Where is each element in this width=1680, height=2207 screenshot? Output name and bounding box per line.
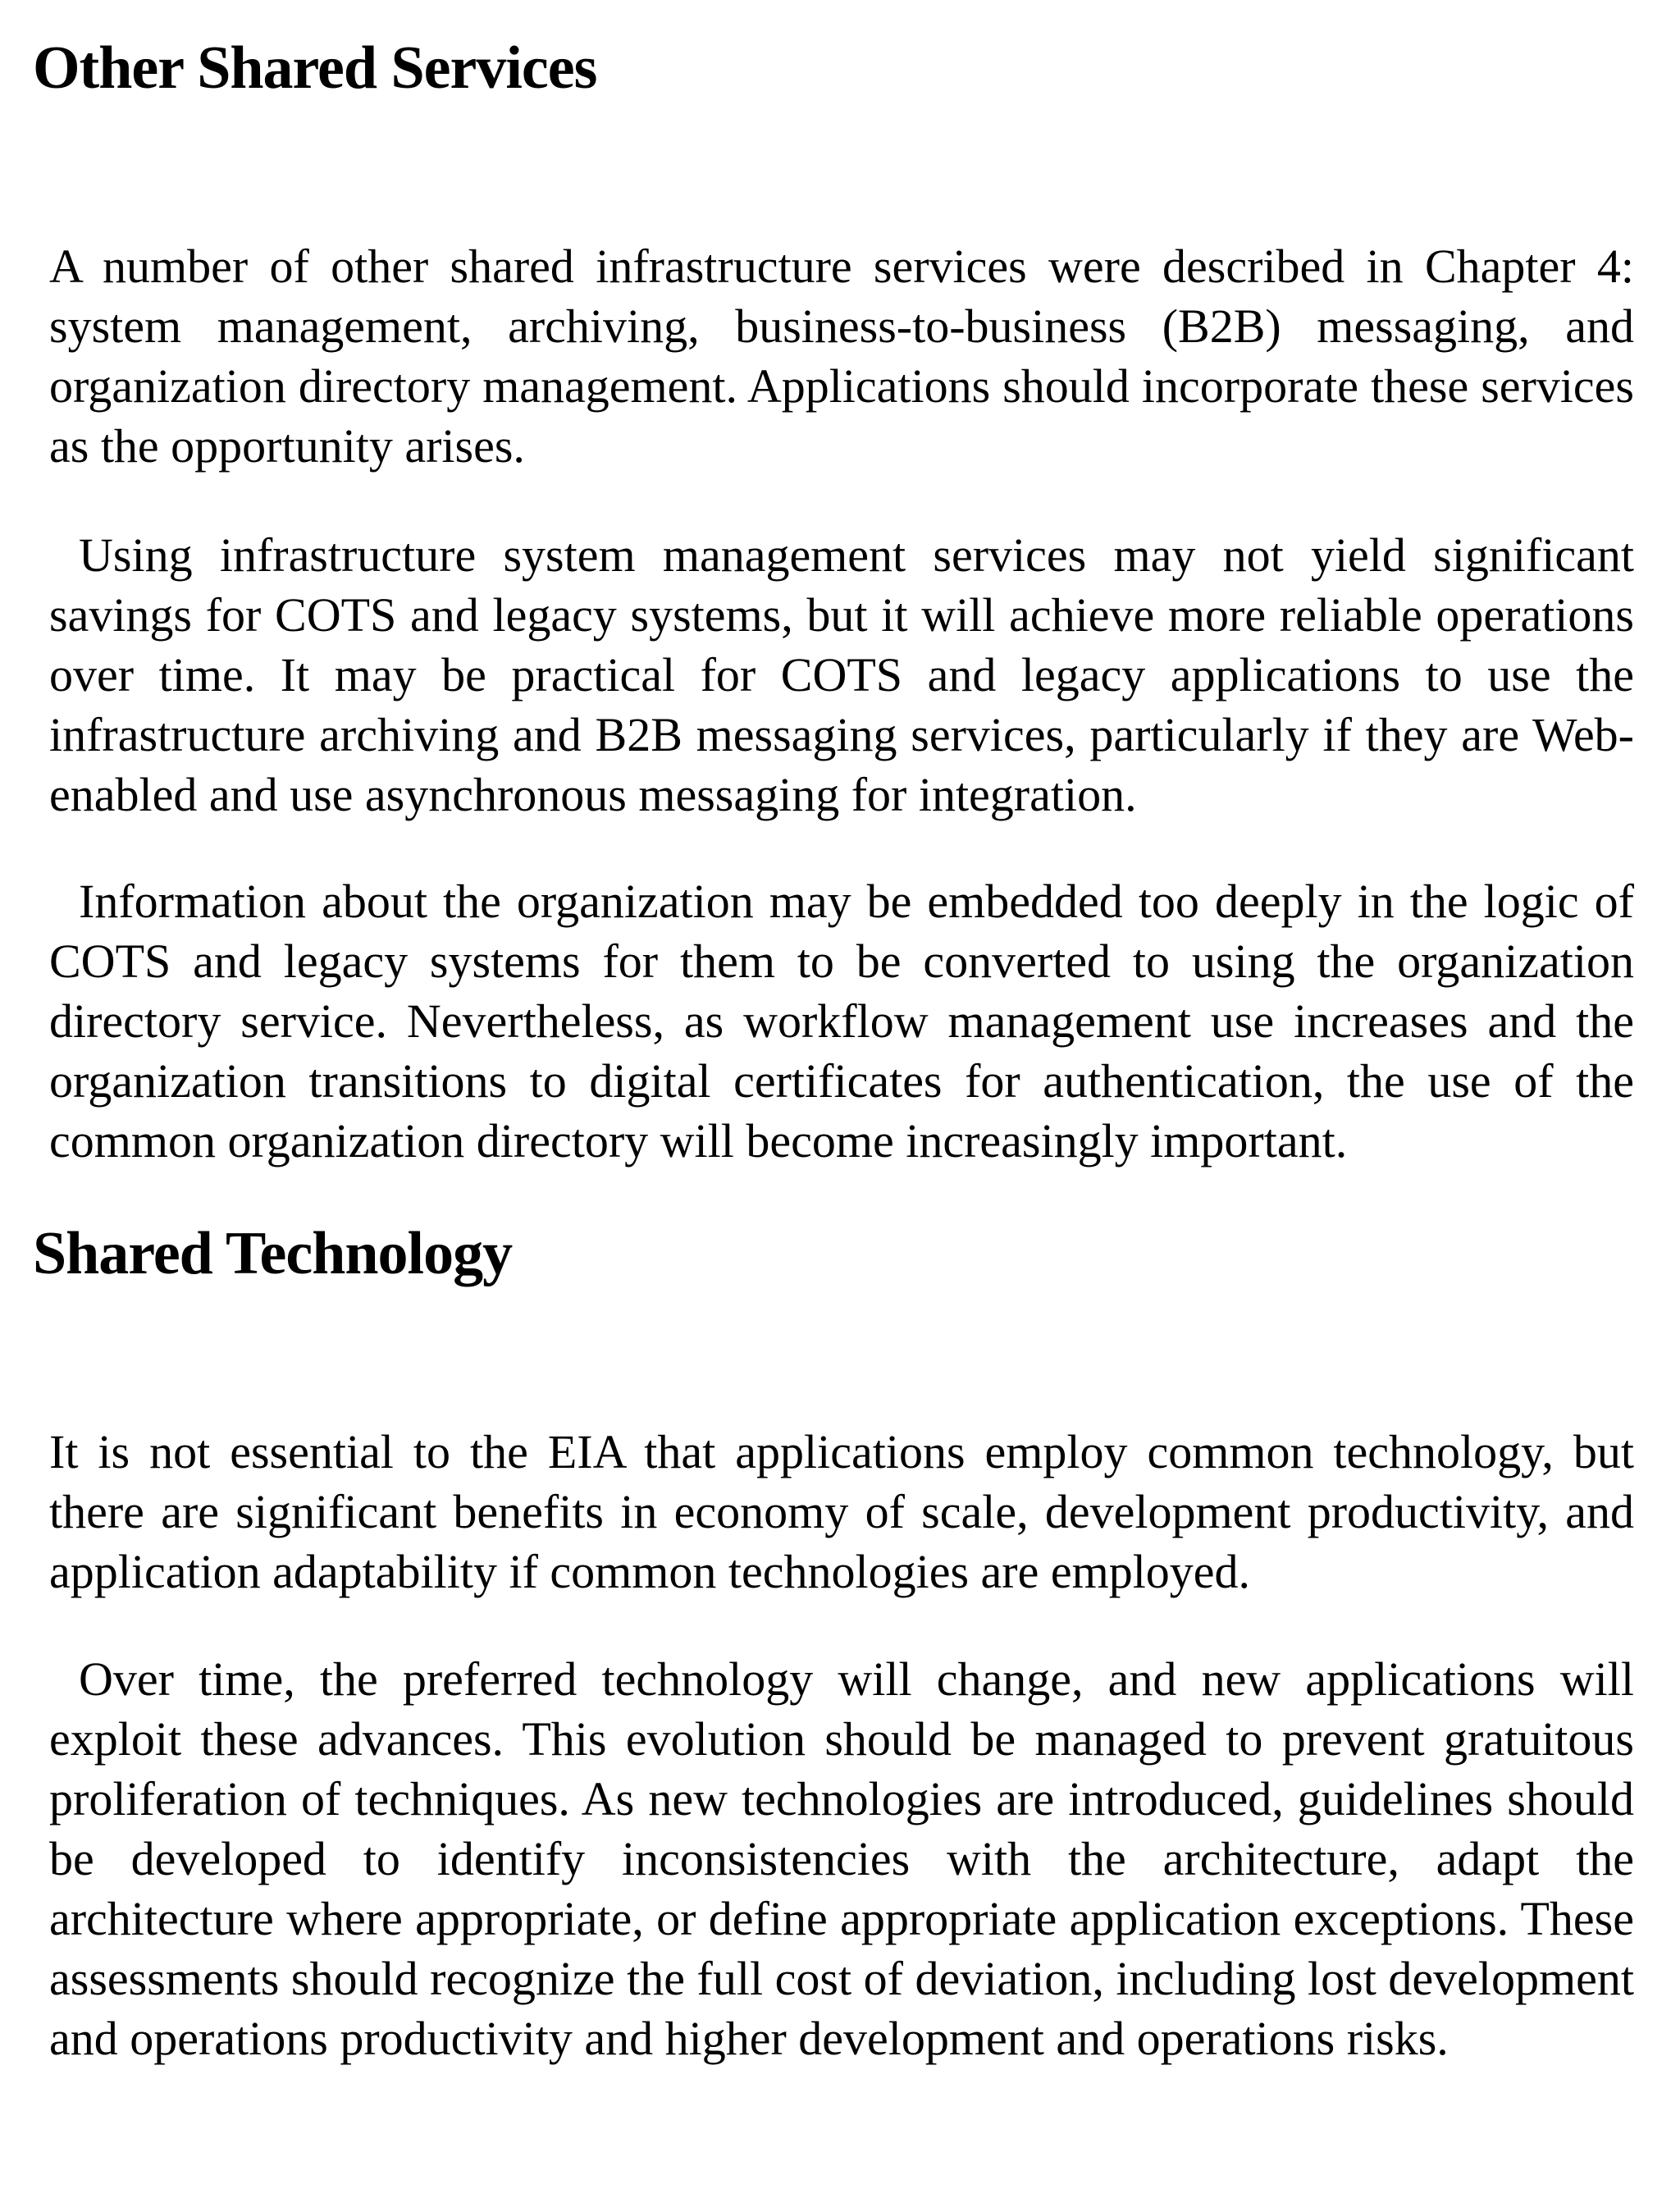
- paragraph: Information about the organization may be embedded too deeply in the logic of COTS and legacy systems for them to be converted to using the organization directory service. Nevertheless, as workflow management use increases and the organization transitions to digital certificates for authentication, the use of the common organization directory will become increasingly important.: [49, 875, 1634, 1167]
- section-heading-other-shared-services: Other Shared Services: [33, 34, 597, 102]
- paragraph: Over time, the preferred technology will change, and new applications will exploit these advances. This evolution should be managed to prevent gratuitous proliferation of techniques. As new technologies are introduced, guidelines should be developed to identify inconsistencies with the architecture, adapt the architecture where appropriate, or define appropriate application exceptions. These assessments should recognize the full cost of deviation, including lost development and operations productivity and higher development and operations risks.: [49, 1652, 1634, 2065]
- paragraph: Using infrastructure system management services may not yield significant savings for COTS and legacy systems, but it will achieve more reliable operations over time. It may be practical for COTS and legacy applications to use the infrastructure archiving and B2B messaging services, particularly if they are Web-enabled and use asynchronous messaging for integration.: [49, 528, 1634, 821]
- paragraph: A number of other shared infrastructure services were described in Chapter 4: system management, archiving, business-to-business (B2B) messaging, and organization directory management. Applications should incorporate these services as the opportunity arises.: [49, 240, 1634, 473]
- section-heading-shared-technology: Shared Technology: [33, 1220, 513, 1287]
- paragraph: It is not essential to the EIA that applications employ common technology, but there are significant benefits in economy of scale, development productivity, and application adaptability if common technologies are employed.: [49, 1425, 1634, 1598]
